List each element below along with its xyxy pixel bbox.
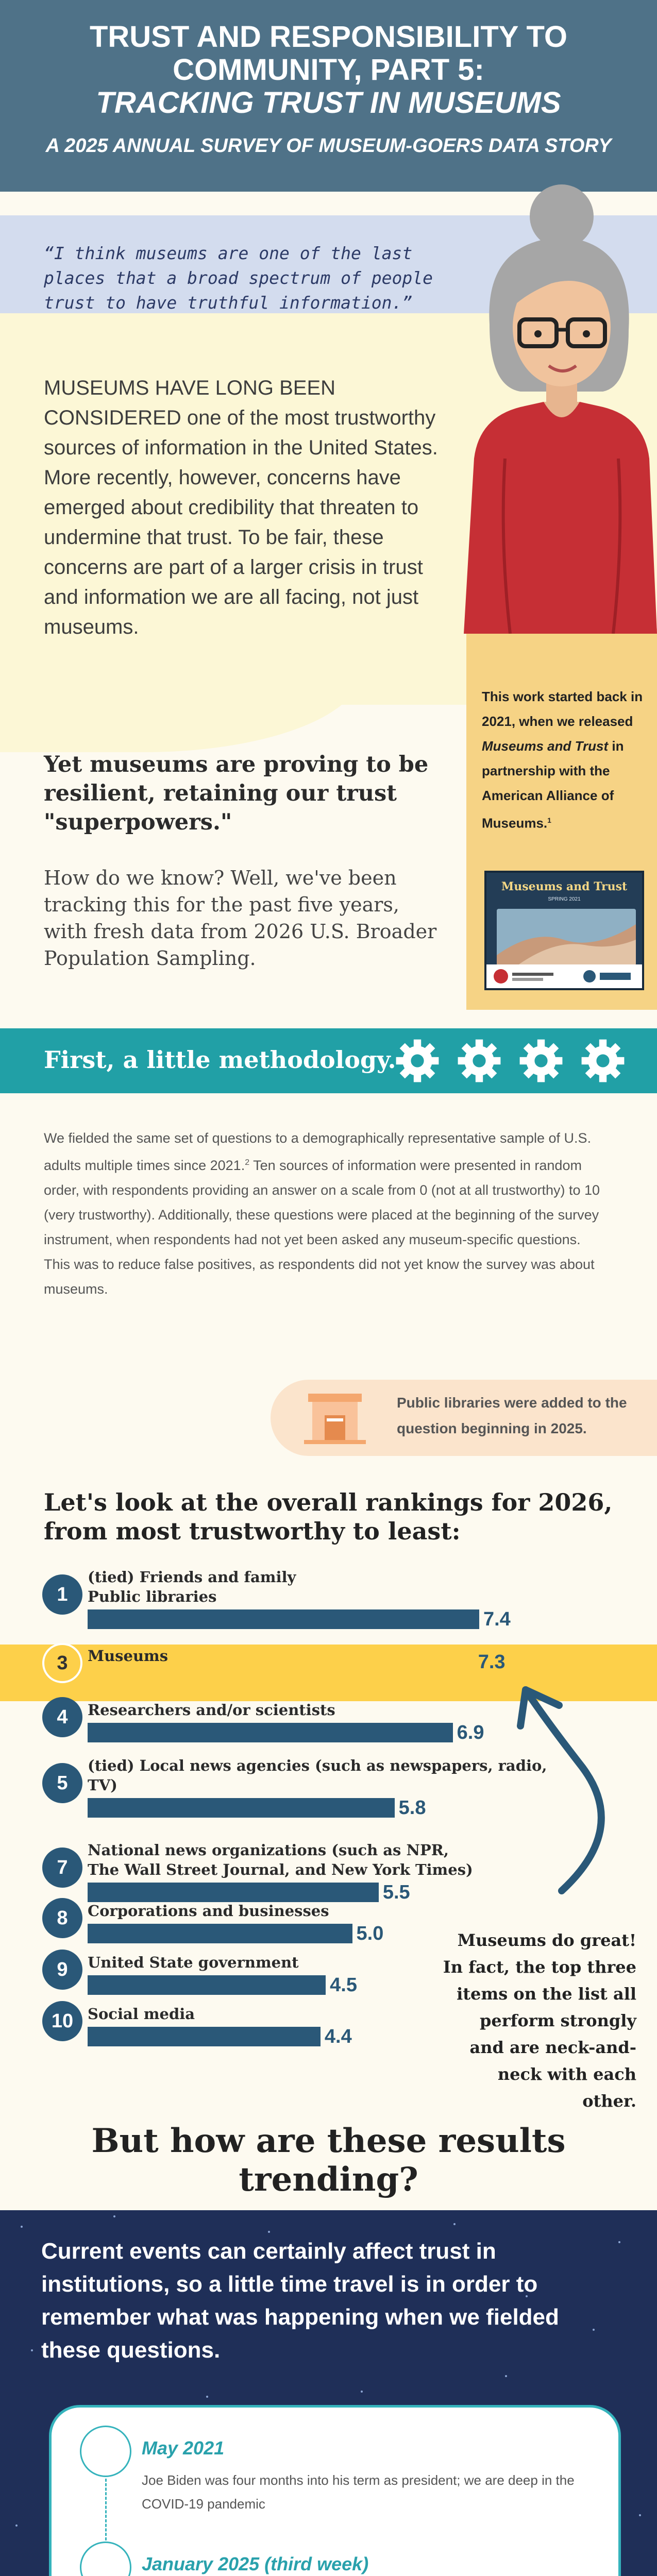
timeline-date: January 2025 (third week) <box>142 2553 369 2574</box>
rank-value: 7.3 <box>478 1651 506 1673</box>
rank-label-line: (tied) Friends and family <box>88 1568 296 1586</box>
page-title-line-1: TRUST AND RESPONSIBILITY TO <box>89 20 567 54</box>
rank-bar <box>88 1975 326 1995</box>
gear-icon <box>518 1038 564 1084</box>
star-dot <box>113 2215 115 2217</box>
report-cover-image <box>497 909 636 965</box>
timeline-description: Joe Biden was four months into his term as president; we are deep in the COVID-19 pandemic <box>142 2472 575 2512</box>
side-note-text <box>482 684 647 836</box>
library-building-icon <box>304 1388 366 1445</box>
rank-label <box>88 1840 562 1879</box>
rank-bar <box>88 2027 321 2046</box>
report-cover-footer <box>486 964 642 988</box>
rank-bar <box>88 1723 453 1742</box>
timeline-connector <box>105 2479 107 2540</box>
woman-illustration <box>433 170 657 634</box>
footnote-marker-1[interactable]: 1 <box>547 816 551 824</box>
rank-value: 4.5 <box>330 1974 357 1996</box>
star-dot <box>639 2514 641 2516</box>
rank-bar <box>88 1609 479 1629</box>
star-dot <box>618 2241 620 2243</box>
intro-lead: MUSEUMS HAVE LONG BEEN CONSIDERED <box>44 377 336 429</box>
rank-number: 9 <box>42 1950 82 1990</box>
timeline-date: May 2021 <box>142 2437 225 2459</box>
trend-heading: But how are these results trending? <box>91 2122 566 2199</box>
methodology-heading: First, a little methodology. <box>44 1046 396 1074</box>
star-dot <box>206 2396 208 2398</box>
methodology-text-b: Ten sources of information were presented in random order, with respondents providing an answer on a scale from 0 (not at all trustworthy) to 10 (very trustworthy). Additionally, these questions were placed at the beginning of the survey instrument, when respondents had not yet been asked any museum-specific questions. This was to reduce false positives, as respondents did not yet know the survey was about museums. <box>44 1158 600 1297</box>
rank-number: 5 <box>42 1763 82 1803</box>
rank-bar-museums <box>88 1668 474 1672</box>
rank-label-line: Researchers and/or scientists <box>88 1701 335 1719</box>
page-subtitle: A 2025 ANNUAL SURVEY OF MUSEUM-GOERS DATA STORY <box>45 135 612 157</box>
resilient-heading: Yet museums are proving to be resilient, retaining our trust "superpowers." <box>44 752 429 835</box>
rank-value: 7.4 <box>483 1608 511 1630</box>
side-note-report-title: Museums and Trust <box>482 738 609 754</box>
gear-icon <box>456 1038 502 1084</box>
rankings-heading-line-2: from most trustworthy to least: <box>44 1517 461 1545</box>
library-note-text: Public libraries were added to the question beginning in 2025. <box>397 1395 627 1436</box>
rank-label-line: Public libraries <box>88 1588 217 1605</box>
museums-callout: Museums do great! In fact, the top three items on the list all perform strongly and are neck-and-neck with each other. <box>443 1930 636 2111</box>
rank-value: 5.5 <box>382 1882 410 1903</box>
header-banner <box>0 0 657 192</box>
timeline-marker <box>80 2426 131 2477</box>
methodology-text-a: We fielded the same set of questions to a demographically representative sample of U.S. adults multiple times since 2021. <box>44 1130 592 1173</box>
star-dot <box>453 2223 456 2225</box>
rankings-heading <box>44 1488 621 1546</box>
gear-icon <box>394 1038 441 1084</box>
rank-label-line: National news organizations (such as NPR, <box>88 1841 449 1859</box>
page-title-line-2: COMMUNITY, PART 5: <box>173 53 484 87</box>
rank-label-line: (tied) Local news agencies (such as newspapers, radio, TV) <box>88 1757 547 1794</box>
rank-number: 8 <box>42 1898 82 1938</box>
report-cover-thumbnail[interactable] <box>484 871 644 990</box>
rank-bar <box>88 1924 352 1943</box>
gear-icon <box>580 1038 626 1084</box>
star-dot <box>15 2524 18 2527</box>
star-dot <box>21 2226 23 2228</box>
events-intro-paragraph: Current events can certainly affect trust in institutions, so a little time travel is in order to remember what was happening when we fielded these questions. <box>41 2239 559 2363</box>
star-dot <box>361 2391 363 2393</box>
rank-label-line: Corporations and businesses <box>88 1902 329 1920</box>
rank-label <box>88 1567 562 1606</box>
side-note-text-b: in partnership with the American Alliance of Museums. <box>482 738 624 831</box>
pull-quote: “I think museums are one of the last places that a broad spectrum of people trust to have truthful information.” <box>44 243 433 313</box>
star-dot <box>268 2231 270 2233</box>
rank-value: 4.4 <box>324 2026 352 2047</box>
side-note-text-a: This work started back in 2021, when we released <box>482 689 643 729</box>
report-cover-title: Museums and Trust <box>501 880 628 893</box>
page-title-line-3: TRACKING TRUST IN MUSEUMS <box>96 86 561 120</box>
rank-label-line: Social media <box>88 2005 195 2023</box>
rank-label-line: The Wall Street Journal, and New York Times) <box>88 1861 473 1878</box>
rank-number: 10 <box>42 2001 82 2041</box>
rank-bar <box>88 1883 379 1902</box>
star-dot <box>593 2329 595 2331</box>
methodology-paragraph <box>44 1126 600 1301</box>
report-cover-subtitle: SPRING 2021 <box>548 896 581 902</box>
rank-value: 5.0 <box>356 1923 384 1944</box>
intro-body: one of the most trustworthy sources of information in the United States. More recently, however, concerns have emerged about credibility that threaten to undermine that trust. To be fair, these concerns are part of a larger crisis in trust and information we are all facing, not just museums. <box>44 406 438 638</box>
intro-paragraph <box>44 373 451 642</box>
rank-value: 5.8 <box>398 1797 426 1819</box>
rank-label-line: Museums <box>88 1647 169 1665</box>
rank-number: 7 <box>42 1848 82 1888</box>
rankings-heading-line-1: Let's look at the overall rankings for 2026, <box>44 1488 613 1516</box>
how-we-know-paragraph: How do we know? Well, we've been tracking this for the past five years, with fresh data from 2026 U.S. Broader Population Sampling. <box>44 867 437 970</box>
rank-label <box>88 1700 562 1720</box>
rank-value: 6.9 <box>457 1722 484 1743</box>
rank-bar <box>88 1798 395 1818</box>
rank-number: 3 <box>42 1643 82 1683</box>
star-dot <box>31 2349 33 2351</box>
curved-arrow-icon <box>505 1664 629 1896</box>
footnote-marker-2[interactable]: 2 <box>245 1158 250 1167</box>
timeline-marker <box>80 2541 131 2576</box>
timeline-card <box>49 2405 621 2576</box>
star-dot <box>505 2375 507 2377</box>
rank-number: 4 <box>42 1697 82 1737</box>
rank-label <box>88 1901 562 1921</box>
rank-label-line: United State government <box>88 1954 299 1971</box>
rank-number: 1 <box>42 1574 82 1615</box>
